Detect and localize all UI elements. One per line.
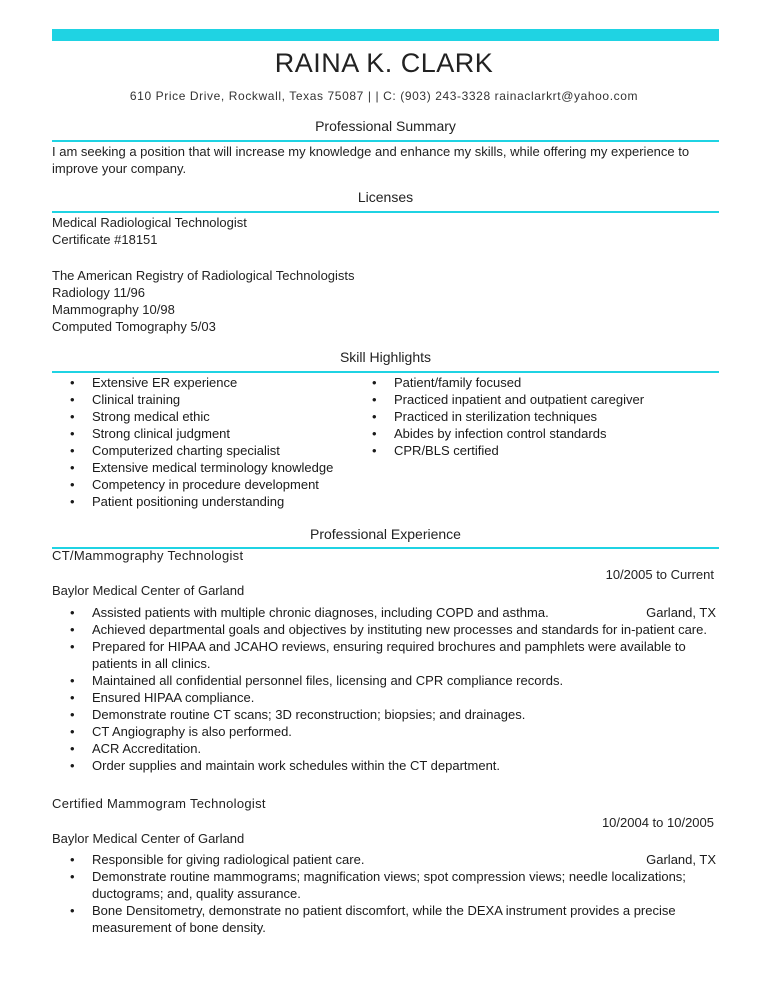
license-line: Medical Radiological Technologist (52, 215, 247, 230)
skill-item: • Extensive medical terminology knowledge (52, 459, 352, 476)
skill-item: • Practiced inpatient and outpatient caregiver (354, 391, 718, 408)
section-title-skills: Skill Highlights (339, 349, 432, 365)
job-dates: 10/2004 to 10/2005 (601, 815, 714, 830)
section-title-summary: Professional Summary (315, 118, 456, 134)
job-bullet: • Prepared for HIPAA and JCAHO reviews, ensuring required brochures and pamphlets were available to patients in all clinics. (52, 638, 722, 672)
job-bullet: • Demonstrate routine CT scans; 3D reconstruction; biopsies; and drainages. (52, 706, 722, 723)
skill-item: • Patient positioning understanding (52, 493, 352, 510)
skills-left-list (52, 374, 352, 510)
job-bullets (52, 604, 722, 774)
license-line: The American Registry of Radiological Technologists (52, 268, 355, 283)
job-title: Certified Mammogram Technologist (52, 796, 266, 811)
job-bullet: • Bone Densitometry, demonstrate no patient discomfort, while the DEXA instrument provides a precise measurement of bone density. (52, 902, 722, 936)
license-line: Radiology 11/96 (52, 285, 145, 300)
job-bullet: • Achieved departmental goals and objectives by instituting new processes and standards for in-patient care. (52, 621, 722, 638)
licenses-block (52, 214, 719, 335)
contact-line: 610 Price Drive, Rockwall, Texas 75087 | | C: (903) 243-3328 rainaclarkrt@yahoo.com (129, 89, 639, 103)
skill-item: • Strong medical ethic (52, 408, 352, 425)
skill-item: • Abides by infection control standards (354, 425, 718, 442)
job-dates: 10/2005 to Current (605, 567, 714, 582)
skill-item: • Practiced in sterilization techniques (354, 408, 718, 425)
section-title-experience: Professional Experience (310, 526, 461, 542)
employer-name: Baylor Medical Center of Garland (52, 583, 245, 598)
section-title-licenses: Licenses (357, 189, 414, 205)
skill-item: • Strong clinical judgment (52, 425, 352, 442)
license-line: Computed Tomography 5/03 (52, 319, 216, 334)
job-bullet: • CT Angiography is also performed. (52, 723, 722, 740)
job-title: CT/Mammography Technologist (52, 548, 244, 563)
job-bullets (52, 851, 722, 936)
job-location: Garland, TX (646, 852, 716, 867)
job-bullet: • Order supplies and maintain work schedules within the CT department. (52, 757, 722, 774)
skill-item: • Computerized charting specialist (52, 442, 352, 459)
summary-text: I am seeking a position that will increase my knowledge and enhance my skills, while offering my experience to improve your company. (52, 144, 690, 176)
skill-item: • Patient/family focused (354, 374, 718, 391)
skill-item: • Clinical training (52, 391, 352, 408)
job-bullet: • Ensured HIPAA compliance. (52, 689, 722, 706)
section-rule (52, 140, 719, 142)
job-bullet: • ACR Accreditation. (52, 740, 722, 757)
section-rule (52, 371, 719, 373)
job-bullet: • Demonstrate routine mammograms; magnification views; spot compression views; needle localizations; ductograms; and, quality assurance. (52, 868, 722, 902)
job-bullet: • Maintained all confidential personnel files, licensing and CPR compliance records. (52, 672, 722, 689)
section-rule (52, 211, 719, 213)
candidate-name: RAINA K. CLARK (274, 48, 494, 78)
skill-item: • CPR/BLS certified (354, 442, 718, 459)
license-line: Mammography 10/98 (52, 302, 175, 317)
skill-item: • Competency in procedure development (52, 476, 352, 493)
license-line: Certificate #18151 (52, 232, 158, 247)
employer-name: Baylor Medical Center of Garland (52, 831, 245, 846)
job-bullet: • Responsible for giving radiological patient care. Garland, TX (52, 851, 722, 868)
job-location: Garland, TX (646, 605, 716, 620)
skill-item: • Extensive ER experience (52, 374, 352, 391)
job-bullet: • Assisted patients with multiple chronic diagnoses, including COPD and asthma. Garland, TX (52, 604, 722, 621)
skills-right-list (354, 374, 718, 459)
header-accent-bar (52, 29, 719, 41)
